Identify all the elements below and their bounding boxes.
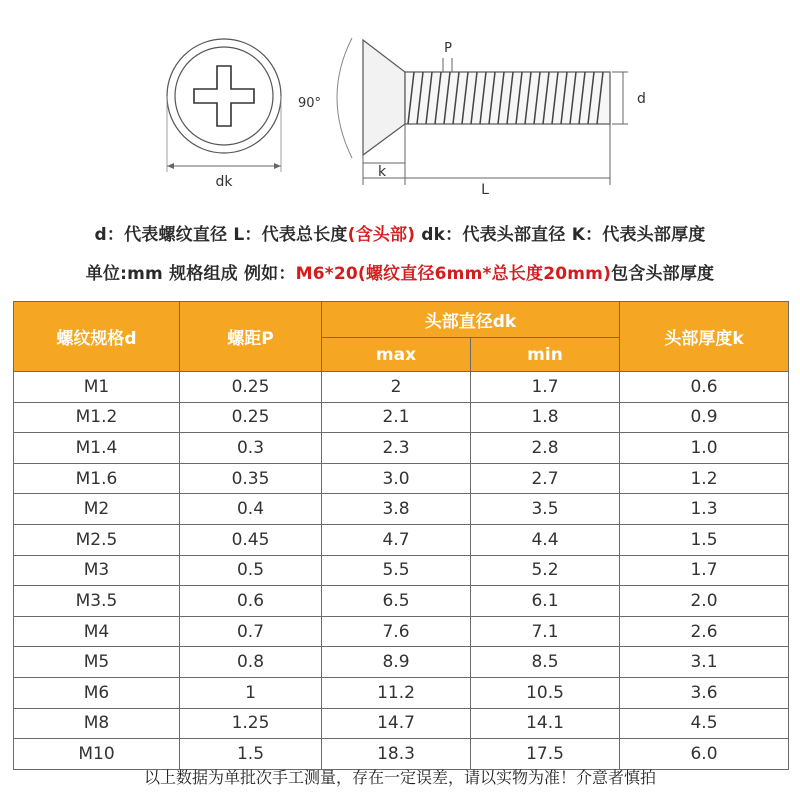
cell-thread: M4 xyxy=(14,616,180,647)
cell-max: 2 xyxy=(322,372,471,403)
cell-thickness: 0.9 xyxy=(620,402,789,433)
screw-diagram xyxy=(0,0,800,205)
cell-pitch: 0.3 xyxy=(180,433,322,464)
cell-min: 6.1 xyxy=(471,586,620,617)
cell-thickness: 1.0 xyxy=(620,433,789,464)
cell-thread: M3.5 xyxy=(14,586,180,617)
cell-thickness: 4.5 xyxy=(620,708,789,739)
cell-thickness: 2.0 xyxy=(620,586,789,617)
cell-pitch: 1.25 xyxy=(180,708,322,739)
cell-max: 11.2 xyxy=(322,677,471,708)
cell-pitch: 0.25 xyxy=(180,402,322,433)
cell-min: 8.5 xyxy=(471,647,620,678)
cell-min: 1.8 xyxy=(471,402,620,433)
cell-thickness: 1.2 xyxy=(620,463,789,494)
legend-1-text-b: dk：代表头部直径 K：代表头部厚度 xyxy=(415,225,706,245)
header-max: max xyxy=(322,338,471,372)
cell-thickness: 0.6 xyxy=(620,372,789,403)
cell-min: 5.2 xyxy=(471,555,620,586)
cell-pitch: 0.25 xyxy=(180,372,322,403)
cell-pitch: 0.8 xyxy=(180,647,322,678)
cell-thickness: 2.6 xyxy=(620,616,789,647)
cell-pitch: 0.5 xyxy=(180,555,322,586)
legend-2-red-text: M6*20(螺纹直径6mm*总长度20mm) xyxy=(295,264,612,284)
cell-max: 8.9 xyxy=(322,647,471,678)
legend-line-2 xyxy=(0,259,800,284)
cell-min: 10.5 xyxy=(471,677,620,708)
legend-line-1 xyxy=(0,220,800,245)
table-row xyxy=(14,647,789,678)
cell-thread: M3 xyxy=(14,555,180,586)
cell-min: 1.7 xyxy=(471,372,620,403)
header-head-diameter: 头部直径dk xyxy=(322,302,620,338)
table-row xyxy=(14,586,789,617)
table-row xyxy=(14,555,789,586)
cell-min: 14.1 xyxy=(471,708,620,739)
cell-max: 2.1 xyxy=(322,402,471,433)
cell-pitch: 0.4 xyxy=(180,494,322,525)
cell-thread: M10 xyxy=(14,739,180,770)
cell-thread: M1.4 xyxy=(14,433,180,464)
table-row xyxy=(14,616,789,647)
cell-thread: M1.6 xyxy=(14,463,180,494)
cell-max: 7.6 xyxy=(322,616,471,647)
cell-max: 5.5 xyxy=(322,555,471,586)
table-row xyxy=(14,524,789,555)
header-min: min xyxy=(471,338,620,372)
cell-thread: M1 xyxy=(14,372,180,403)
cell-max: 3.8 xyxy=(322,494,471,525)
cell-pitch: 0.7 xyxy=(180,616,322,647)
cell-thread: M1.2 xyxy=(14,402,180,433)
label-angle: 90° xyxy=(298,96,322,111)
table-row xyxy=(14,372,789,403)
cell-thickness: 3.1 xyxy=(620,647,789,678)
table-row xyxy=(14,433,789,464)
legend-1-red-text: (含头部) xyxy=(347,225,416,245)
table-row xyxy=(14,402,789,433)
cell-thickness: 3.6 xyxy=(620,677,789,708)
cell-pitch: 0.35 xyxy=(180,463,322,494)
spec-table xyxy=(13,301,789,770)
cell-thickness: 6.0 xyxy=(620,739,789,770)
cell-max: 18.3 xyxy=(322,739,471,770)
cell-pitch: 0.45 xyxy=(180,524,322,555)
header-thread: 螺纹规格d xyxy=(14,302,180,372)
cell-thread: M2 xyxy=(14,494,180,525)
table-row xyxy=(14,708,789,739)
label-L: L xyxy=(481,182,489,198)
table-row xyxy=(14,494,789,525)
label-d: d xyxy=(637,91,646,107)
cell-thread: M5 xyxy=(14,647,180,678)
table-row xyxy=(14,463,789,494)
cell-min: 2.8 xyxy=(471,433,620,464)
cell-thread: M6 xyxy=(14,677,180,708)
header-head-thickness: 头部厚度k xyxy=(620,302,789,372)
cell-max: 14.7 xyxy=(322,708,471,739)
cell-thickness: 1.7 xyxy=(620,555,789,586)
legend-2-text-b: 包含头部厚度 xyxy=(611,264,715,284)
legend-2-text-a: 单位:mm 规格组成 例如： xyxy=(85,264,296,284)
table-row xyxy=(14,677,789,708)
cell-min: 4.4 xyxy=(471,524,620,555)
cell-pitch: 1.5 xyxy=(180,739,322,770)
cell-thread: M8 xyxy=(14,708,180,739)
legend-1-text-a: d：代表螺纹直径 L：代表总长度 xyxy=(94,225,348,245)
label-dk: dk xyxy=(215,174,233,190)
cell-min: 2.7 xyxy=(471,463,620,494)
cell-max: 2.3 xyxy=(322,433,471,464)
footer-note: 以上数据为单批次手工测量，存在一定误差，请以实物为准！介意者慎拍 xyxy=(143,768,656,787)
cell-min: 7.1 xyxy=(471,616,620,647)
cell-thickness: 1.3 xyxy=(620,494,789,525)
cell-thread: M2.5 xyxy=(14,524,180,555)
cell-thickness: 1.5 xyxy=(620,524,789,555)
cell-min: 17.5 xyxy=(471,739,620,770)
label-k: k xyxy=(377,164,387,180)
cell-min: 3.5 xyxy=(471,494,620,525)
cell-pitch: 1 xyxy=(180,677,322,708)
cell-pitch: 0.6 xyxy=(180,586,322,617)
label-P: P xyxy=(444,41,452,56)
header-pitch: 螺距P xyxy=(180,302,322,372)
cell-max: 3.0 xyxy=(322,463,471,494)
head-top-view xyxy=(167,39,281,172)
cell-max: 6.5 xyxy=(322,586,471,617)
cell-max: 4.7 xyxy=(322,524,471,555)
